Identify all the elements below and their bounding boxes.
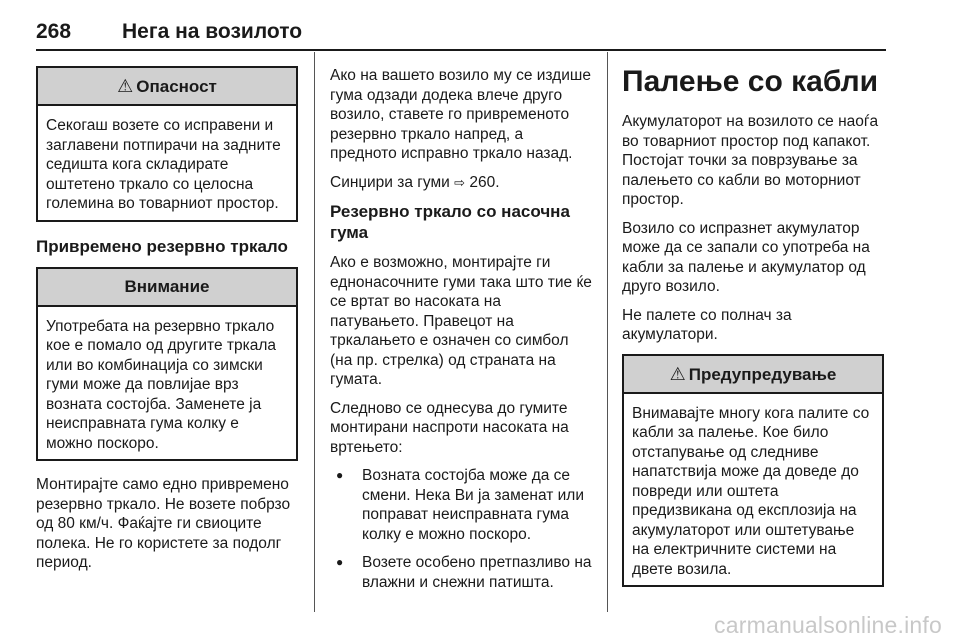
notice-box-title: Внимание xyxy=(38,269,296,307)
column-divider-1 xyxy=(314,52,315,612)
column-divider-2 xyxy=(607,52,608,612)
header-rule xyxy=(36,49,886,51)
warning-box xyxy=(622,354,884,588)
directional-paragraph-1: Ако е возможно, монтирајте ги еднонасочните гуми така што тие ќе се вртат во насоката на патувањето. Правецот на тркалањето е означен со симбол (на пр. стрелка) од страната на гумата. xyxy=(330,254,592,388)
towing-paragraph: Ако на вашето возило му се издише гума одзади додека влече друго возило, ставете го привременото резервно тркало напред, а предното исправно тркало назад. xyxy=(330,67,591,162)
directional-paragraph-2: Следново се однесува до гумите монтирани наспроти насоката на вртењето: xyxy=(330,399,569,456)
warning-triangle-icon: ⚠ xyxy=(669,363,686,384)
list-item: ● Возете особено претпазливо на влажни и снежни патишта. xyxy=(336,554,592,591)
column-middle xyxy=(330,66,594,601)
warning-box-title: Предупредување xyxy=(688,364,837,384)
list-item: ● Возната состојба може да се смени. Нека Ви ја заменат или поправат неисправната гума колку е можно поскоро. xyxy=(336,467,585,543)
chapter-title: Нега на возилото xyxy=(122,20,303,43)
page-header xyxy=(36,14,886,48)
danger-box-title: Опасност xyxy=(136,77,217,96)
section-heading-directional-tyre: Резервно тркало со насочна гума xyxy=(330,202,570,242)
notice-box-body: Употребата на резервно тркало кое е помало од другите тркала или во комбинација со зимски гуми може да повлијае врз возната состојба. Заменете ја неисправната гума колку е можно поскоро. xyxy=(46,317,277,452)
notice-box xyxy=(36,267,298,462)
cross-reference[interactable] xyxy=(330,173,594,193)
cross-reference-text: Синџири за гуми xyxy=(330,173,450,191)
column-left xyxy=(36,66,298,582)
section-title-jump-start: Палење со кабли xyxy=(622,65,879,98)
column-right xyxy=(622,64,884,601)
arrow-right-icon: ⇨ xyxy=(454,174,466,190)
warning-box-body: Внимавајте многу кога палите со кабли за палење. Кое било отстапување од следниве напатствија може да доведе до повреди или оштета предизвикана од експлозија на акумулаторот или оштетување на електричните системи на двете возила. xyxy=(632,404,870,578)
battery-paragraph-1: Акумулаторот на возилото се наоѓа во товарниот простор под капакот. Постојат точки за поврзување за палењето со кабли во моторниот простор. xyxy=(622,113,879,208)
battery-paragraph-3: Не палете со полнач за акумулатори. xyxy=(622,306,792,343)
watermark: carmanualsonline.info xyxy=(714,612,942,638)
page-number: 268 xyxy=(36,20,72,43)
spare-wheel-paragraph: Монтирајте само едно привремено резервно тркало. Не возете побрзо од 80 км/ч. Фаќајте ги свиоците полека. Не го користете за подолг период. xyxy=(36,476,291,571)
bullet-icon: ● xyxy=(336,468,344,482)
cross-reference-page: 260. xyxy=(469,173,500,191)
bullet-list xyxy=(330,466,594,592)
danger-box-body: Секогаш возете со исправени и заглавени потпирачи на задните седишта кога складирате оштетено тркало со целосна големина во товарниот простор. xyxy=(46,117,281,212)
bullet-icon: ● xyxy=(336,555,344,569)
warning-triangle-icon: ⚠ xyxy=(117,76,134,96)
section-heading-spare-wheel: Привремено резервно тркало xyxy=(36,236,288,256)
battery-paragraph-2: Возило со испразнет акумулатор може да се запали со употреба на кабли за палење и акумулатор од друго возило. xyxy=(622,219,870,295)
danger-box xyxy=(36,66,298,222)
